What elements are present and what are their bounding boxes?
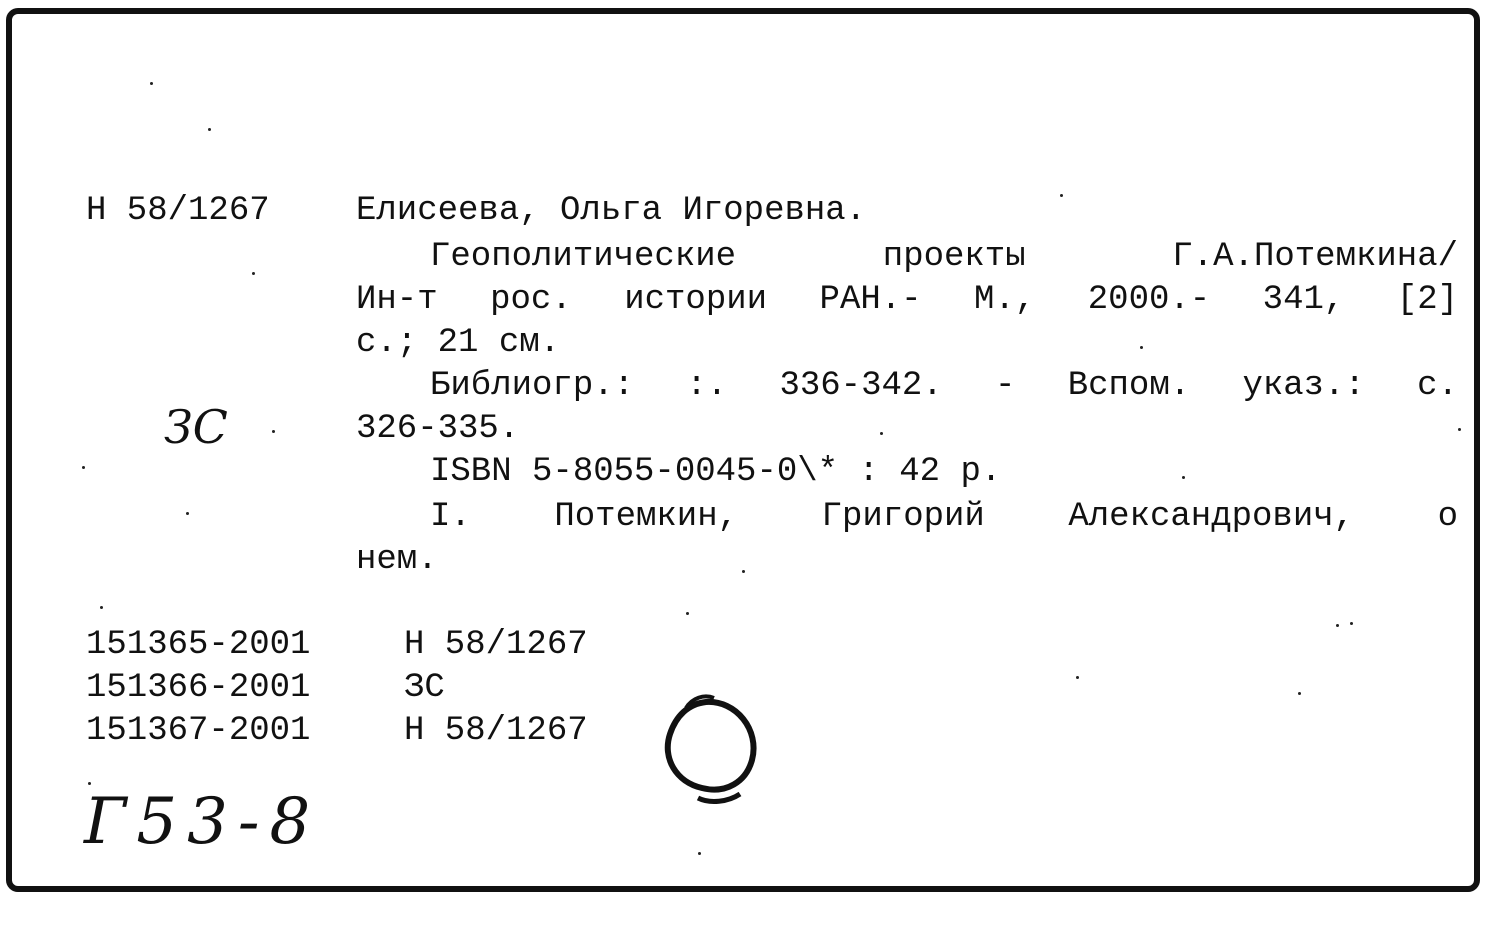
holding-inventory: 151366-2001 [86,669,311,707]
scan-speck [686,612,689,615]
scan-speck [88,782,91,785]
scan-speck [1458,428,1461,431]
scan-speck [1076,676,1079,679]
scan-speck [208,128,211,131]
scan-speck [100,606,103,609]
holding-inventory: 151365-2001 [86,626,311,664]
subject-line-1: I. Потемкин, Григорий Александрович, о [430,498,1458,536]
scan-speck [272,430,275,433]
handwritten-code: Г53-8 [84,785,321,859]
holding-location: Н 58/1267 [404,712,588,750]
scan-speck [1350,622,1353,625]
handwritten-shelf-mark: ЗС [164,400,228,454]
scan-speck [82,466,85,469]
scan-speck [1336,624,1339,627]
holding-location: ЗС [404,669,445,707]
title-line-1: Геополитические проекты Г.А.Потемкина/ [430,238,1458,276]
scan-speck [1060,194,1063,197]
scan-speck [880,432,883,435]
isbn-line: ISBN 5-8055-0045-0\* : 42 р. [430,453,1002,491]
scan-speck [1140,346,1143,349]
subject-line-2: нем. [356,541,438,579]
author-heading: Елисеева, Ольга Игоревна. [356,192,867,230]
scan-speck [186,512,189,515]
holding-inventory: 151367-2001 [86,712,311,750]
handwritten-circle-icon [648,690,768,810]
scan-speck [742,570,745,573]
scan-speck [698,852,701,855]
scan-speck [1298,692,1301,695]
bibliography-line-1: Библиогр.: :. 336-342. - Вспом. указ.: с. [430,367,1458,405]
call-number: Н 58/1267 [86,192,270,230]
title-line-3: с.; 21 см. [356,324,561,362]
scan-speck [1182,476,1185,479]
scan-speck [150,82,153,85]
holding-location: Н 58/1267 [404,626,588,664]
bibliography-line-2: 326-335. [356,410,520,448]
title-line-2: Ин-т рос. истории РАН.- М., 2000.- 341, [2] [356,281,1458,319]
scan-speck [252,272,255,275]
